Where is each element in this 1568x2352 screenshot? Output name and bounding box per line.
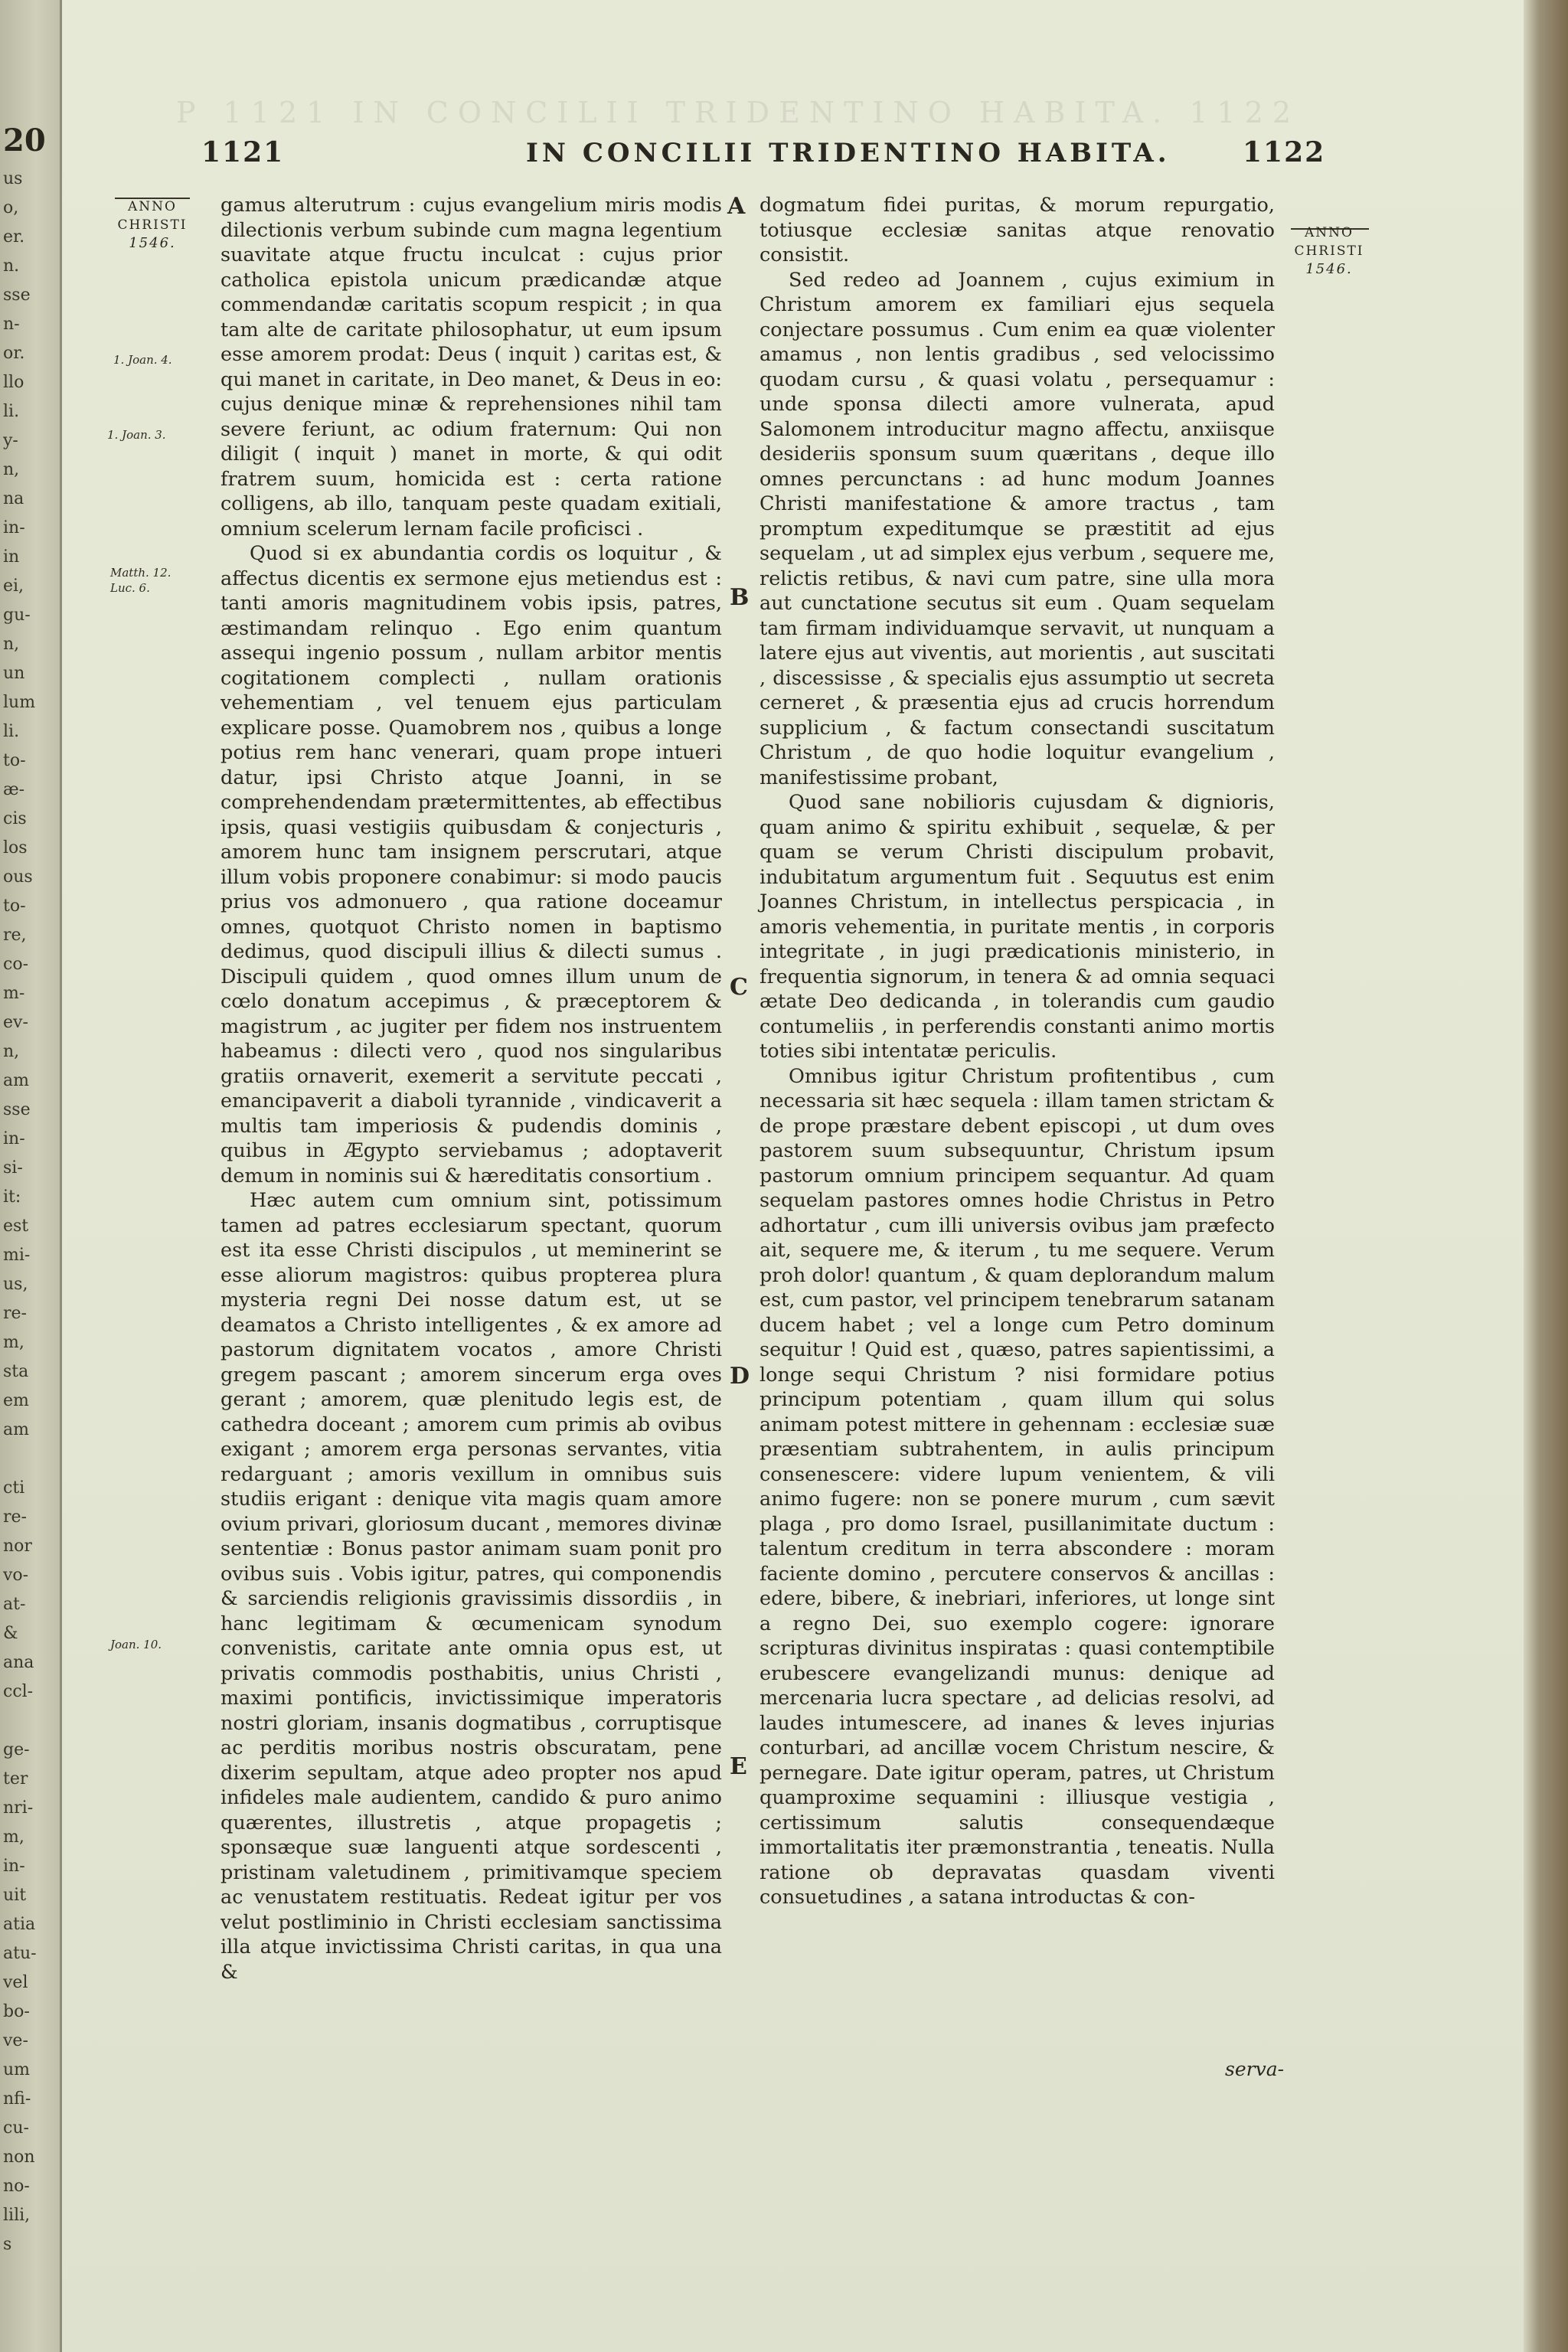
christi-label: CHRISTI	[117, 217, 188, 233]
anno-label: ANNO	[128, 199, 177, 214]
paragraph: Quod sane nobilioris cujusdam & dignioris, quam animo & spiritu exhibuit , sequelæ, & per quam se verum Christi discipulum probavit, indubitatum argumentum fuit . Sequutus est enim Joannes Christum, in intellectus perspicacia , in amoris vehementia, in puritate mentis , in corporis integritate , in jugi prædicationis ministerio, in frequentia signorum, in tenera & ad omnia sequaci ætate Deo dedicanda , in tolerandis cum gaudio contumeliis , in perferendis constanti animo mortis toties sibi intentatæ periculis.	[760, 791, 1275, 1063]
section-letter: B	[730, 584, 750, 611]
right-page-number: 1122	[1243, 136, 1326, 168]
paragraph: Sed redeo ad Joannem , cujus eximium in Christum amorem ex familiari ejus sequela conjectare possumus . Cum enim ea quæ violenter amamus , non lentis gradibus , sed velocissimo quodam cursu , & quasi volatu , persequamur : unde sponsa dilecti amore vulnerata, apud Salomonem introducitur magno affectu, anxiisque desideriis sponsum suum quæritans , deque illo omnes percunctans : ad hunc modum Joannes Christi manifestatione & amore tractus , tam promptum expeditumque se præstitit ad ejus sequelam , ut ad simplex ejus verbum , sequere me, relictis retibus, & navi cum patre, sine ulla mora aut cunctatione secutus sit eum . Quam sequelam tam firmam individuamque servavit, ut nunquam a latere ejus aut viventis, aut morientis , aut suscitati , discessisse , & specialis ejus assumptio ut secreta cerneret , & præsentia ejus ad crucis horrendum supplicium , & factum consectandi suscitatum Christum , de quo hodie loquitur evangelium , manifestissime probant,	[760, 268, 1275, 789]
paragraph: Omnibus igitur Christum profitentibus , cum necessaria sit hæc sequela : illam tamen strictam & de prope præstare debent episcopi , ut dum oves pastorem suum subsequuntur, Christum ipsum pastorum omnium principem sequantur. Ad quam sequelam pastores omnes hodie Christus in Petro adhortatur , cum illi universis ovibus jam præfecto ait, sequere me, & iterum , tu me sequere. Verum proh dolor! quantum , & quam deplorandum malum est, cum pastor, vel principem tenebrarum satanam ducem habet ; vel a longe cum Petro dominum sequitur ! Quid est , quæso, patres sapientissimi, a longe sequi Christum ? nisi formidare potius principum potentiam , quam illum qui solus animam potest mittere in gehennam : ecclesiæ suæ præsentiam subtrahentem, in aulis principum consenescere: videre lupum venientem, & vili animo fugere: non se ponere murum , cum sævit plaga , pro domo Israel, pusillanimitate ductum : talentum creditum in terra abscondere : moram faciente domino , percutere conservos & ancillas : edere, bibere, & inebriari, inferiores, ut longe sint a regno Dei, suo exemplo cogere: ignorare scripturas divinitus inspiratas : quasi contemptibile erubescere evangelizandi munus: denique ad mercenaria lucra spectare , ad delicias resolvi, ad laudes intumescere, ad inanes & leves injurias conturbari, ad ancillæ vocem Christum nescire, & pernegare. Date igitur operam, patres, ut Christum quamproxime sequamini : illiusque vestigia , certissimum salutis consequendæque immortalitatis iter præmonstrantia , teneatis. Nulla ratione ob depravatas quasdam viventi consuetudines , a satana introductas & con-	[760, 1064, 1275, 1909]
book-cover-edge	[1524, 0, 1568, 2352]
anno-christi-right	[1283, 224, 1375, 279]
adjacent-page-fragments: us o, er. n. sse n- or. llo li. y- n, na in- in ei, gu- n, un lum li. to- æ- cis los ous to- re, co- m- ev- n, am sse in- si- it: est mi- us, re- m, sta em am cti re- nor vo- at- & ana ccl- ge- ter nri- m, in- uit atia atu- vel bo- ve- um nfi- cu- non no- lili, s	[3, 169, 37, 2254]
right-text-column	[760, 193, 1275, 1910]
adjacent-page-edge	[0, 0, 62, 2352]
margin-reference: Joan. 10.	[110, 1638, 162, 1651]
paragraph: Hæc autem cum omnium sint, potissimum tamen ad patres ecclesiarum spectant, quorum est ita esse Christi discipulos , ut meminerint se esse aliorum magistros: quibus propterea plura mysteria regni Dei nosse datum est, ut se deamatos a Christo intelligentes , & ex amore ad pastorum dignitatem vocatos , amore Christi gregem pascant ; amorem sincerum erga oves gerant ; amorem, quæ plenitudo legis est, de cathedra doceant ; amorem cum primis ab ovibus exigant ; amorem erga personas servantes, vitia redarguant ; amoris vexillum in omnibus suis studiis erigant : denique vita magis quam amore ovium privari, gloriosum ducant , memores divinæ sententiæ : Bonus pastor animam suam ponit pro ovibus suis . Vobis igitur, patres, qui componendis & sarciendis religionis gravissimis dissordiis , in hanc legitimam & œcumenicam synodum convenistis, caritate ante omnia opus est, ut privatis commodis posthabitis, unius Christi , maximi pontificis, invictissimique imperatoris nostri gloriam, insanis dogmatibus , corruptisque ac perditis moribus nostris obscuratam, pene dixerim sepultam, atque adeo propter nos apud infideles male audientem, candido & puro animo quærentes, illustretis , atque propagetis ; sponsæque suæ languenti atque sordescenti , pristinam valetudinem , primitivamque speciem ac venustatem restituatis. Redeat igitur per vos velut postliminio in Christi ecclesiam sanctissima illa atque invictissima Christi caritas, in qua una &	[220, 1189, 722, 1984]
anno-christi-left	[107, 198, 198, 253]
section-letter: D	[730, 1363, 750, 1390]
anno-label: ANNO	[1305, 225, 1354, 240]
section-letter: A	[727, 193, 746, 220]
year-label: 1546.	[129, 235, 176, 251]
paragraph: Quod si ex abundantia cordis os loquitur , & affectus dicentis ex sermone ejus metiendus est : tanti amoris magnitudinem vobis ipsis, patres, æstimandam relinquo . Ego enim quantum assequi ingenio possum , nullam arbitor mentis cogitationem complecti , nullam orationis vehementiam , vel tenuem ejus particulam explicare posse. Quamobrem nos , quibus a longe potius rem hanc venerari, quam prope intueri datur, ipsi Christo atque Joanni, in se comprehendendam prætermittentes, ab effectibus ipsis, quasi vestigiis quibusdam & conjecturis , amorem hunc tam insignem perscrutari, atque illum vobis proponere conabimur: si modo paucis prius vos admonuero , qua ratione doceamur omnes, quotquot Christo nomen in baptismo dedimus, quod discipuli illius & dilecti sumus . Discipuli quidem , quod omnes illum unum de cœlo donatum accepimus , & præceptorem & magistrum , ac jugiter per fidem nos instruentem habeamus : dilecti vero , quod nos singularibus gratiis ornaverit, exemerit a servitute peccati , emancipaverit a diaboli tyrannide , vindicaverit a multis tam imperiosis & pudendis dominis , quibus in Ægypto serviebamus ; adoptaverit demum in nominis sui & hæreditatis consortium .	[220, 542, 722, 1187]
left-text-column	[220, 193, 722, 1984]
paragraph: gamus alterutrum : cujus evangelium miris modis dilectionis verbum subinde cum magna legentium suavitate atque fructu inculcat : cujus prior catholica epistola unicum prædicandæ atque commendandæ caritatis scopum respicit ; in qua tam alte de caritate philosophatur, ut eum ipsum esse amorem prodat: Deus ( inquit ) caritas est, & qui manet in caritate, in Deo manet, & Deus in eo: cujus denique minæ & reprehensiones nihil tam severe feriunt, ac odium fraternum: Qui non diligit ( inquit ) manet in morte, & qui odit fratrem suum, homicida est : certa ratione colligens, ab illo, tanquam peste quadam exitiali, omnium scelerum lernam facile proficisci .	[220, 194, 722, 541]
section-letter: C	[730, 974, 748, 1001]
margin-reference: 1. Joan. 4.	[113, 353, 172, 367]
left-page-number: 1121	[201, 136, 285, 168]
running-title: IN CONCILII TRIDENTINO HABITA.	[526, 138, 1171, 168]
catchword: serva-	[1225, 2058, 1285, 2080]
year-label: 1546.	[1305, 261, 1353, 277]
adjacent-page-number: 20	[3, 122, 46, 158]
paragraph: dogmatum fidei puritas, & morum repurgatio, totiusque ecclesiæ sanitas atque renovatio consistit.	[760, 194, 1275, 266]
running-header	[139, 136, 1326, 176]
section-letter: E	[730, 1753, 747, 1780]
christi-label: CHRISTI	[1294, 243, 1364, 259]
bleed-through-text: Ρ 1121 IN CONCILII TRIDENTINO HABITA. 1122	[176, 96, 1301, 129]
margin-reference: Matth. 12. Luc. 6.	[110, 566, 172, 595]
margin-reference: 1. Joan. 3.	[107, 428, 166, 442]
